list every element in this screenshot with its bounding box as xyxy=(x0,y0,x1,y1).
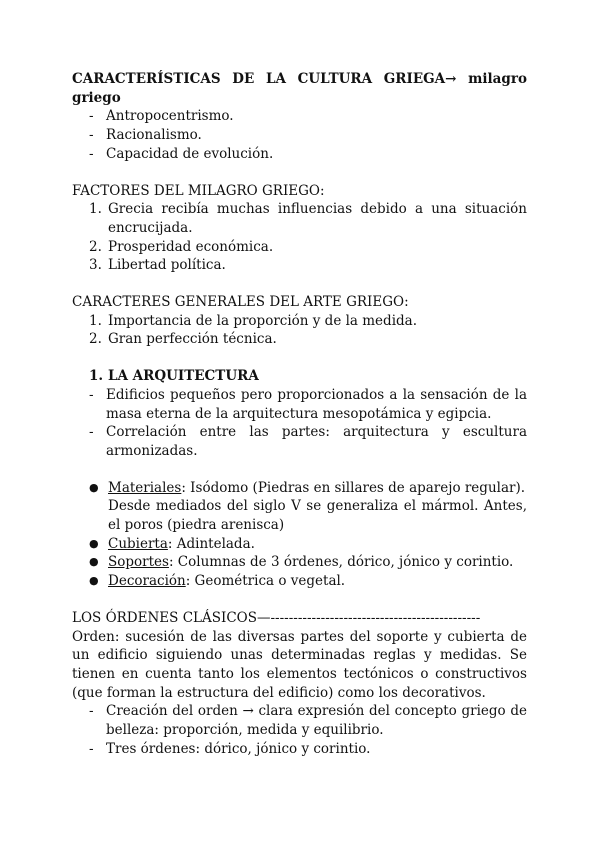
ordenes-heading: LOS ÓRDENES CLÁSICOS—---------------------------------------------- xyxy=(72,609,481,626)
list-item: - Racionalismo. xyxy=(89,127,202,144)
document-title: CARACTERÍSTICAS DE LA CULTURA GRIEGA→ milagro griego xyxy=(72,71,527,106)
soportes-label: Soportes xyxy=(108,554,169,571)
factores-heading: FACTORES DEL MILAGRO GRIEGO: xyxy=(72,182,325,199)
document-page xyxy=(72,70,527,759)
list-item: - Correlación entre las partes: arquitectura y escultura armonizadas. xyxy=(89,424,527,459)
bullet-marker: ● xyxy=(89,555,99,569)
list-item: ● Decoración: Geométrica o vegetal. xyxy=(89,573,346,590)
dash-marker: - xyxy=(89,740,94,757)
bullet-marker: ● xyxy=(89,536,99,550)
list-item: - Tres órdenes: dórico, jónico y corintio. xyxy=(89,740,371,757)
materiales-continuation: Desde mediados del siglo V se generaliza el mármol. Antes, el poros (piedra arenisca) xyxy=(108,498,527,534)
arquitectura-heading: 1. LA ARQUITECTURA xyxy=(89,368,259,385)
caracteres-list xyxy=(72,312,527,349)
detalles-list xyxy=(72,479,527,591)
list-item: 3. Libertad política. xyxy=(89,257,226,274)
list-item: - Edificios pequeños pero proporcionados a la sensación de la masa eterna de la arquitectura mesopotámica y egipcia. xyxy=(89,386,527,422)
materiales-label: Materiales xyxy=(108,479,182,496)
list-item: ● Cubierta: Adintelada. xyxy=(89,535,255,552)
dash-marker: - xyxy=(89,145,94,162)
number-marker: 1. xyxy=(89,312,102,329)
list-item: 1. Importancia de la proporción y de la medida. xyxy=(89,312,417,329)
number-marker: 2. xyxy=(89,238,102,255)
dash-marker: - xyxy=(89,386,94,403)
dash-marker: - xyxy=(89,424,94,441)
ordenes-definition: Orden: sucesión de las diversas partes del soporte y cubierta de un edificio siguiendo unas determinadas reglas y medidas. Se tienen en cuenta tanto los elementos tectónicos o constructivos (que forman la estructura del edificio) como los decorativos. xyxy=(72,628,527,701)
list-item: - Antropocentrismo. xyxy=(89,108,234,125)
ordenes-list xyxy=(72,702,527,758)
number-marker: 2. xyxy=(89,331,102,348)
decoracion-label: Decoración xyxy=(108,573,186,590)
bullet-marker: ● xyxy=(89,574,99,588)
dash-marker: - xyxy=(89,127,94,144)
factores-list xyxy=(72,200,527,275)
cubierta-label: Cubierta xyxy=(108,535,168,552)
dash-marker: - xyxy=(89,703,94,720)
list-item: ● Soportes: Columnas de 3 órdenes, dórico, jónico y corintio. xyxy=(89,554,514,571)
list-item: - Creación del orden → clara expresión del concepto griego de belleza: proporción, medida y equilibrio. xyxy=(89,703,527,739)
number-marker: 1. xyxy=(89,201,102,218)
list-item: 2. Prosperidad económica. xyxy=(89,238,274,255)
arquitectura-list xyxy=(72,386,527,461)
caracteres-heading: CARACTERES GENERALES DEL ARTE GRIEGO: xyxy=(72,294,409,311)
list-item: ● Materiales: Isódomo (Piedras en sillares de aparejo regular). xyxy=(89,479,526,496)
list-item: - Capacidad de evolución. xyxy=(89,145,274,162)
list-item: 1. Grecia recibía muchas influencias debido a una situación encrucijada. xyxy=(89,201,527,236)
list-item: 2. Gran perfección técnica. xyxy=(89,331,277,348)
bullet-marker: ● xyxy=(89,480,99,494)
dash-marker: - xyxy=(89,108,94,125)
number-marker: 3. xyxy=(89,257,102,274)
caracteristicas-list xyxy=(72,107,527,163)
